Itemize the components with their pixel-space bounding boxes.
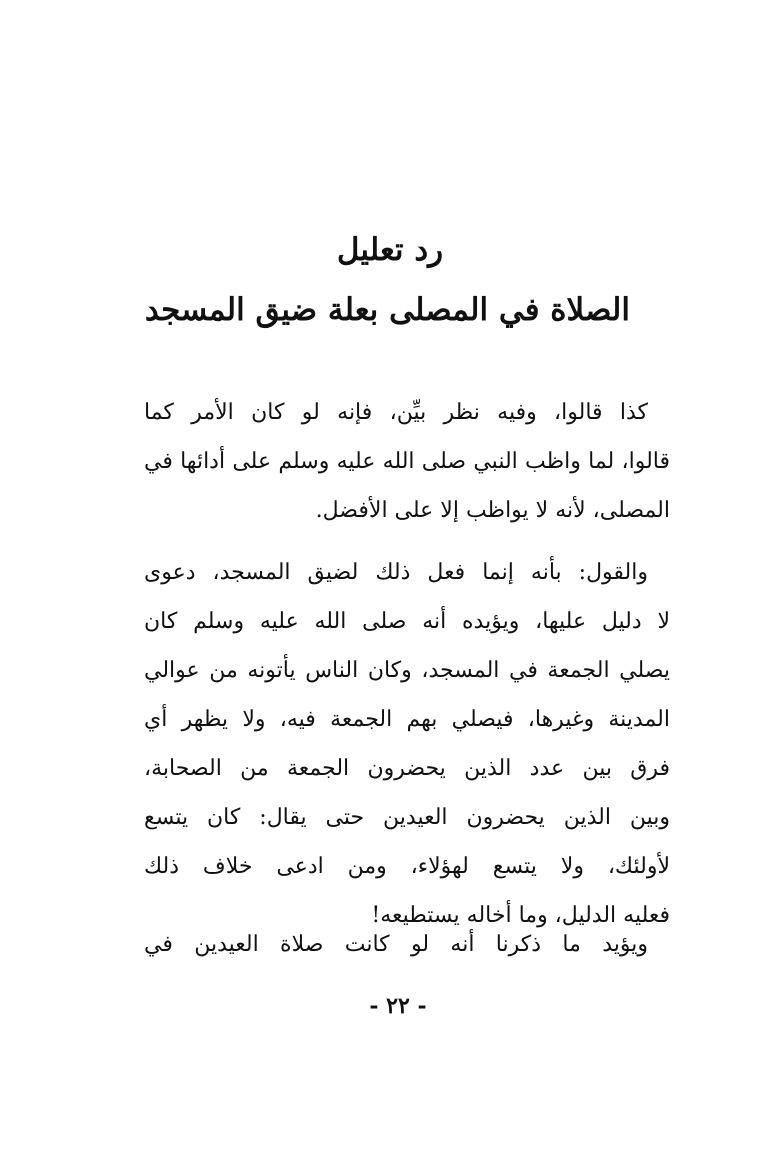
text-line: ويؤيد ما ذكرنا أنه لو كانت صلاة العيدين في <box>144 932 648 957</box>
text-line: المصلى، لأنه لا يواظب إلا على الأفضل. <box>315 498 670 523</box>
text-line: فعليه الدليل، وما أخاله يستطيعه! <box>371 903 670 928</box>
text-line: فرق بين عدد الذين يحضرون الجمعة من الصحابة، <box>144 756 670 781</box>
text-line: قالوا، لما واظب النبي صلى الله عليه وسلم على أدائها في <box>144 449 670 474</box>
text-line: لأولئك، ولا يتسع لهؤلاء، ومن ادعى خلاف ذلك <box>144 854 670 879</box>
paragraph-2 <box>144 548 670 940</box>
text-line: كذا قالوا، وفيه نظر بيِّن، فإنه لو كان الأمر كما <box>144 400 648 425</box>
text-line: المدينة وغيرها، فيصلي بهم الجمعة فيه، ولا يظهر أي <box>144 707 670 732</box>
text-line: وبين الذين يحضرون العيدين حتى يقال: كان يتسع <box>144 805 670 830</box>
text-line: لا دليل عليها، ويؤيده أنه صلى الله عليه وسلم كان <box>144 609 670 634</box>
paragraph-3 <box>144 920 670 969</box>
chapter-title-line-1: رد تعليل <box>336 232 444 268</box>
page-number: - ٢٢ - <box>369 993 427 1019</box>
chapter-title-line-2: الصلاة في المصلى بعلة ضيق المسجد <box>144 292 630 328</box>
text-line: والقول: بأنه إنما فعل ذلك لضيق المسجد، دعوى <box>144 560 648 585</box>
paragraph-1 <box>144 388 670 535</box>
text-line: يصلي الجمعة في المسجد، وكان الناس يأتونه من عوالي <box>144 658 670 683</box>
